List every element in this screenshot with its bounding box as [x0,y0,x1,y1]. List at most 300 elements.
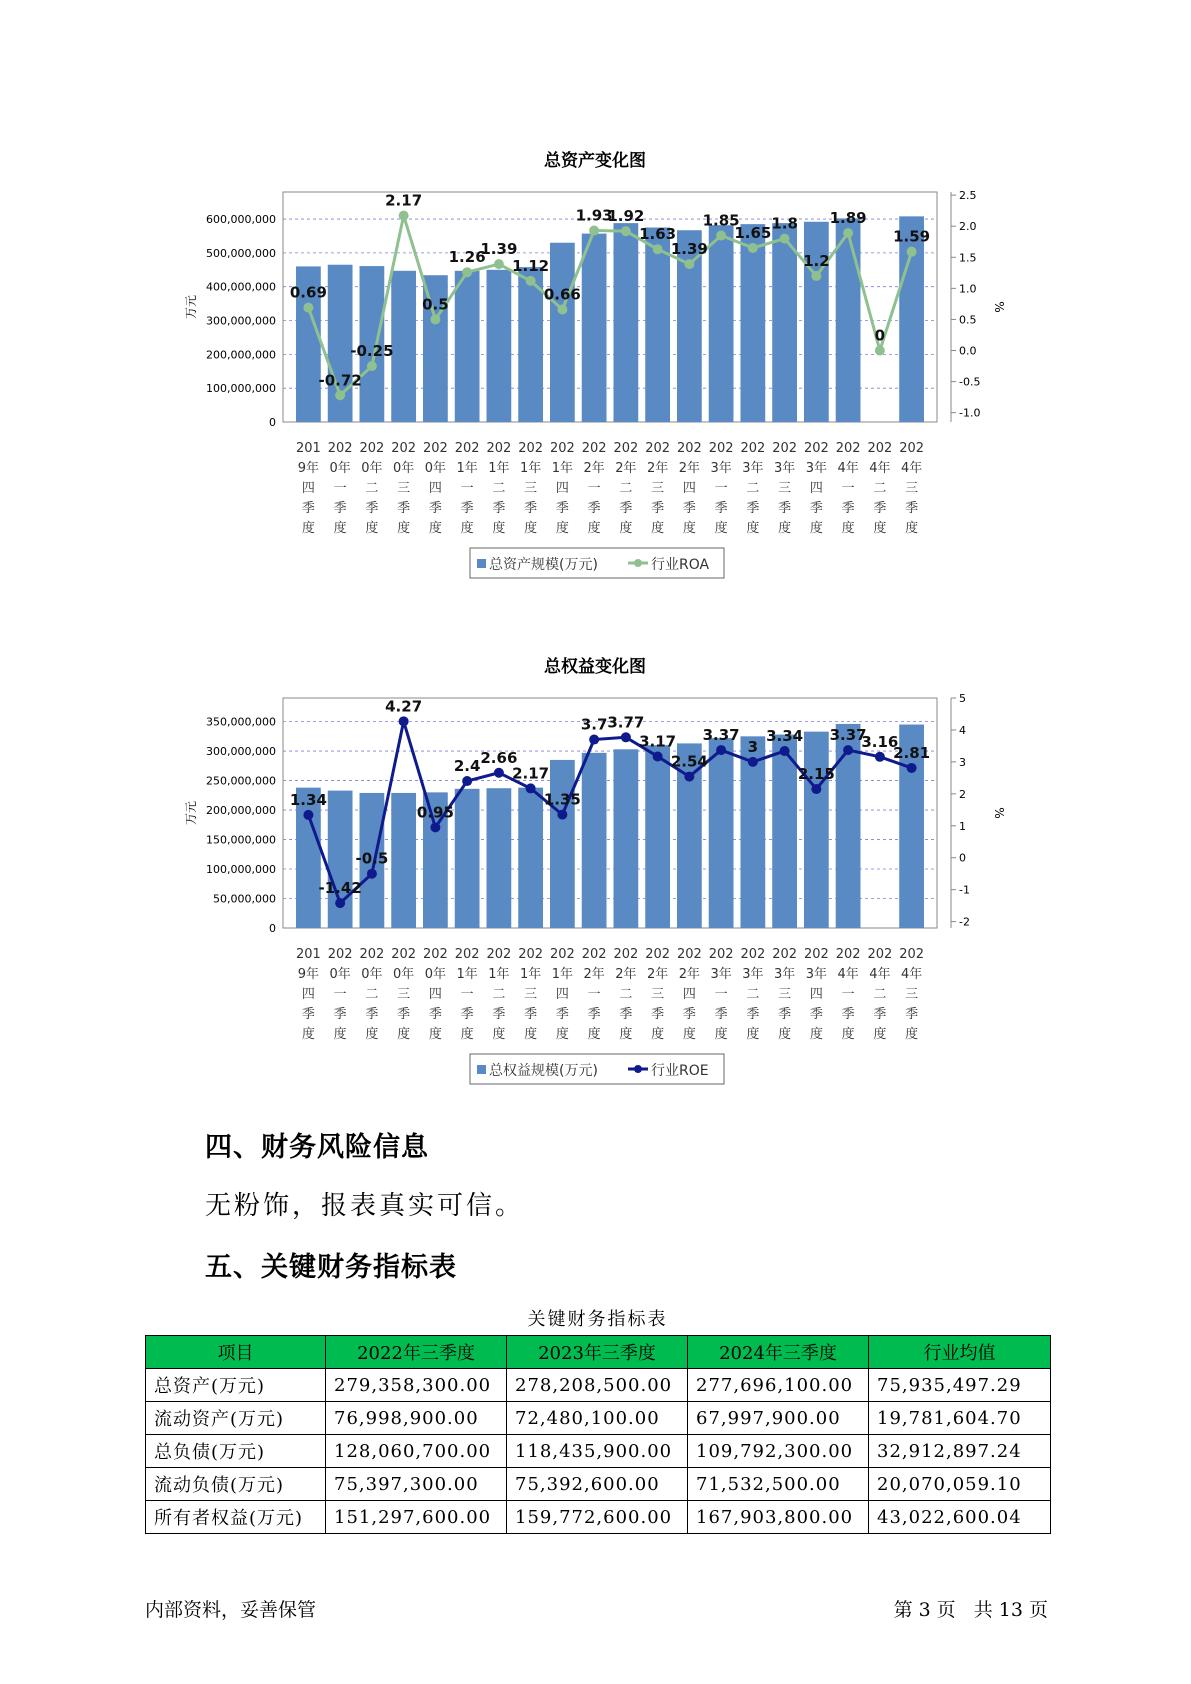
x-tick-label: 季 [778,1007,792,1022]
x-tick-label: 9年 [297,461,320,476]
x-tick-label: 季 [905,1007,919,1022]
x-tick-label: 季 [682,1007,696,1022]
x-tick-label: 度 [841,521,855,536]
x-tick-label: 一 [587,481,601,496]
x-tick-label: 度 [873,521,887,536]
x-tick-label: 4年 [900,461,923,476]
x-tick-label: 度 [778,1027,792,1042]
x-tick-label: 202 [391,441,417,456]
line-point [303,810,313,820]
x-tick-label: 度 [746,521,760,536]
x-tick-label: 202 [676,947,702,962]
table-header-row [146,1336,1051,1369]
x-tick-label: 202 [454,947,480,962]
bar [487,788,512,928]
bar [836,218,861,422]
x-tick-label: 202 [391,947,417,962]
y2-tick-label: -1 [959,883,970,897]
page-current: 3 [918,1599,931,1621]
line-point [907,247,917,257]
y2-tick-label: 3 [959,755,966,769]
x-tick-label: 季 [905,501,919,516]
data-label: 3.17 [639,732,677,751]
cell: 128,060,700.00 [326,1435,507,1468]
line-point [335,898,345,908]
bar [613,749,638,928]
x-tick-label: 度 [555,1027,569,1042]
legend-swatch-bar [477,1065,486,1074]
x-tick-label: 度 [714,521,728,536]
x-tick-label: 三 [651,481,665,496]
x-tick-label: 202 [613,947,639,962]
data-label: 3.37 [829,726,867,745]
bar [804,732,829,928]
bar [550,760,575,928]
data-label: 0.66 [543,285,581,304]
x-tick-label: 202 [676,441,702,456]
x-tick-label: 202 [518,947,544,962]
bar [709,225,734,422]
bar [455,789,480,928]
table-row [146,1402,1051,1435]
x-tick-label: 季 [746,501,760,516]
x-tick-label: 2年 [646,461,669,476]
x-tick-label: 202 [867,441,893,456]
page-mid: 页 [936,1599,956,1621]
x-tick-label: 四 [428,987,442,1002]
x-tick-label: 度 [555,521,569,536]
x-tick-label: 度 [714,1027,728,1042]
x-tick-label: 202 [327,441,353,456]
x-tick-label: 季 [714,1007,728,1022]
line-point [621,226,631,236]
x-tick-label: 3年 [805,461,827,476]
x-tick-label: 度 [460,1027,474,1042]
x-tick-label: 二 [746,987,760,1002]
x-tick-label: 度 [492,521,506,536]
y-tick-label: 200,000,000 [206,348,276,362]
data-label: 1.39 [480,240,518,259]
x-tick-label: 度 [619,521,633,536]
x-tick-label: 1年 [488,461,510,476]
line-point [621,732,631,742]
x-tick-label: 季 [555,501,569,516]
x-tick-label: 2年 [583,967,605,982]
y2-tick-label: 5 [959,692,966,705]
line-point [399,211,409,221]
cell: 所有者权益(万元) [146,1501,326,1534]
data-label: 1.8 [771,214,798,233]
cell: 43,022,600.04 [869,1501,1051,1534]
x-tick-label: 0年 [424,461,447,476]
x-tick-label: 三 [651,987,665,1002]
cell: 20,070,059.10 [869,1468,1051,1501]
bar [391,793,416,928]
x-tick-label: 度 [778,521,792,536]
y-tick-label: 400,000,000 [206,280,276,294]
x-tick-label: 季 [333,1007,347,1022]
line-point [494,768,504,778]
y-tick-label: 500,000,000 [206,246,276,260]
x-tick-label: 四 [428,481,442,496]
line-point [526,783,536,793]
bar [455,271,480,422]
footer-confidential-note: 内部资料，妥善保管 [145,1599,317,1621]
line-point [494,259,504,269]
y2-tick-label: 0.0 [959,344,977,358]
y2-tick-label: -1.0 [959,406,981,420]
y2-tick-label: 1 [959,819,966,833]
line-point [684,259,694,269]
x-tick-label: 季 [619,1007,633,1022]
x-tick-label: 202 [772,441,798,456]
legend-label-line: 行业ROE [651,1063,709,1079]
data-label: 1.89 [829,209,867,228]
y-tick-label: 250,000,000 [206,774,276,788]
x-tick-label: 202 [613,441,639,456]
x-tick-label: 季 [682,501,696,516]
x-tick-label: 度 [301,521,315,536]
x-tick-label: 202 [645,441,671,456]
x-tick-label: 202 [518,441,544,456]
cell: 167,903,800.00 [688,1501,869,1534]
data-label: 2.66 [480,748,518,767]
x-tick-label: 季 [873,1007,887,1022]
x-tick-label: 四 [555,987,569,1002]
x-tick-label: 度 [587,1027,601,1042]
x-tick-label: 二 [619,987,633,1002]
data-label: 1.59 [893,227,931,246]
line-point [875,752,885,762]
total-assets-chart [0,140,1191,600]
header-2023q3: 2023年三季度 [507,1336,688,1369]
line-point [875,346,885,356]
x-tick-label: 202 [708,441,734,456]
cell: 72,480,100.00 [507,1402,688,1435]
cell: 76,998,900.00 [326,1402,507,1435]
x-tick-label: 二 [492,987,506,1002]
x-tick-label: 四 [682,481,696,496]
line-point [780,234,790,244]
x-tick-label: 季 [460,1007,474,1022]
total-assets-chart-svg [0,140,1191,600]
x-tick-label: 一 [714,987,728,1002]
x-tick-label: 度 [809,521,823,536]
line-point [811,784,821,794]
data-label: 1.35 [543,790,581,809]
chart-title: 总资产变化图 [544,151,646,171]
x-tick-label: 1年 [456,967,478,982]
x-tick-label: 4年 [900,967,923,982]
x-tick-label: 度 [365,521,379,536]
x-tick-label: 度 [651,521,665,536]
x-tick-label: 季 [587,1007,601,1022]
x-tick-label: 4年 [869,461,891,476]
y-tick-label: 600,000,000 [206,213,276,227]
kfi-section-heading: 五、关键财务指标表 [205,1252,457,1283]
x-tick-label: 202 [549,441,575,456]
x-tick-label: 202 [835,441,861,456]
line-point [557,304,567,314]
x-tick-label: 1年 [488,967,510,982]
x-tick-label: 4年 [837,461,859,476]
x-tick-label: 202 [899,947,925,962]
x-tick-label: 季 [651,1007,665,1022]
x-tick-label: 度 [397,521,411,536]
x-tick-label: 2年 [678,461,701,476]
x-tick-label: 季 [841,501,855,516]
x-tick-label: 季 [524,501,538,516]
x-tick-label: 202 [708,947,734,962]
line-point [399,716,409,726]
footer-page-number [891,1595,1051,1622]
x-tick-label: 季 [397,1007,411,1022]
total-equity-chart [0,646,1191,1106]
cell: 75,935,497.29 [869,1369,1051,1402]
x-tick-label: 一 [460,481,474,496]
page-total-prefix: 共 [973,1599,993,1621]
data-label: 1.93 [575,206,613,225]
x-tick-label: 三 [397,481,411,496]
x-tick-label: 度 [365,1027,379,1042]
x-tick-label: 202 [549,947,575,962]
y-tick-label: 50,000,000 [213,892,276,906]
legend-label-line: 行业ROA [651,557,710,573]
x-tick-label: 四 [301,481,315,496]
y2-tick-label: -0.5 [959,375,981,389]
y2-tick-label: 2.0 [959,220,977,234]
x-tick-label: 度 [428,1027,442,1042]
line-point [653,751,663,761]
data-label: 3.34 [766,727,804,746]
x-tick-label: 四 [555,481,569,496]
data-label: -0.25 [350,342,394,361]
data-label: 3 [747,737,759,756]
x-tick-label: 2年 [583,461,605,476]
x-tick-label: 三 [397,987,411,1002]
x-tick-label: 202 [803,441,829,456]
data-label: 3.7 [580,715,608,734]
x-tick-label: 四 [809,987,823,1002]
data-label: 2.17 [385,191,423,210]
x-tick-label: 度 [460,521,474,536]
y2-axis-label: % [992,807,1006,819]
x-tick-label: 度 [333,521,347,536]
x-tick-label: 202 [422,441,448,456]
x-tick-label: 季 [873,501,887,516]
x-tick-label: 2年 [615,967,637,982]
x-tick-label: 二 [873,987,887,1002]
line-point [367,361,377,371]
line-point [653,244,663,254]
y-tick-label: 300,000,000 [206,314,276,328]
y2-tick-label: 0 [959,851,966,865]
x-tick-label: 度 [428,521,442,536]
bar [550,243,575,422]
x-tick-label: 202 [803,947,829,962]
x-tick-label: 度 [682,1027,696,1042]
x-tick-label: 202 [867,947,893,962]
data-label: 2.81 [893,743,931,762]
x-tick-label: 0年 [329,967,351,982]
line-point [811,271,821,281]
x-tick-label: 度 [905,1027,919,1042]
x-tick-label: 二 [746,481,760,496]
x-tick-label: 度 [905,521,919,536]
x-tick-label: 季 [460,501,474,516]
page-prefix: 第 [893,1599,913,1621]
x-tick-label: 202 [772,947,798,962]
x-tick-label: 201 [295,441,321,456]
x-tick-label: 度 [333,1027,347,1042]
bar [518,788,543,928]
line-point [430,822,440,832]
y2-tick-label: -2 [959,915,970,929]
bar [582,234,607,422]
bar [613,223,638,422]
y-tick-label: 300,000,000 [206,745,276,759]
key-financial-table [145,1335,1051,1534]
cell: 118,435,900.00 [507,1435,688,1468]
data-label: 1.63 [639,225,677,244]
x-tick-label: 季 [301,1007,315,1022]
bar [645,745,670,928]
x-tick-label: 季 [651,501,665,516]
x-tick-label: 度 [841,1027,855,1042]
data-label: 4.27 [385,697,423,716]
bar [391,271,416,422]
cell: 277,696,100.00 [688,1369,869,1402]
line-point [367,869,377,879]
line-point [684,772,694,782]
x-tick-label: 一 [841,481,855,496]
x-tick-label: 三 [524,481,538,496]
header-2022q3: 2022年三季度 [326,1336,507,1369]
y2-tick-label: 2.5 [959,189,977,203]
cell: 流动资产(万元) [146,1402,326,1435]
x-tick-label: 3年 [742,967,764,982]
data-label: 1.85 [702,211,740,230]
x-tick-label: 三 [905,481,919,496]
x-tick-label: 0年 [361,967,383,982]
x-tick-label: 三 [778,987,792,1002]
bar [645,228,670,422]
y-tick-label: 200,000,000 [206,804,276,818]
x-tick-label: 3年 [805,967,827,982]
y2-tick-label: 2 [959,787,966,801]
y-axis-label: 万元 [184,800,198,826]
risk-text: 无粉饰，报表真实可信。 [205,1191,525,1221]
y-tick-label: 150,000,000 [206,833,276,847]
table-row [146,1435,1051,1468]
line-point [335,390,345,400]
line-point [462,776,472,786]
header-item: 项目 [146,1336,326,1369]
x-tick-label: 四 [809,481,823,496]
bar [709,738,734,928]
x-tick-label: 202 [422,947,448,962]
x-tick-label: 季 [778,501,792,516]
x-tick-label: 度 [587,521,601,536]
bar [740,224,765,422]
cell: 75,397,300.00 [326,1468,507,1501]
x-tick-label: 202 [740,441,766,456]
x-tick-label: 度 [301,1027,315,1042]
data-label: 0 [874,326,886,345]
x-tick-label: 一 [714,481,728,496]
x-tick-label: 202 [581,441,607,456]
x-tick-label: 三 [778,481,792,496]
x-tick-label: 1年 [519,461,542,476]
data-label: 2.17 [512,764,550,783]
cell: 279,358,300.00 [326,1369,507,1402]
cell: 总资产(万元) [146,1369,326,1402]
data-label: 1.34 [289,790,327,809]
line-point [907,763,917,773]
cell: 67,997,900.00 [688,1402,869,1435]
x-tick-label: 季 [428,1007,442,1022]
x-tick-label: 3年 [773,967,796,982]
x-tick-label: 202 [581,947,607,962]
x-tick-label: 二 [365,987,379,1002]
data-label: 0.95 [416,803,454,822]
x-tick-label: 一 [841,987,855,1002]
x-tick-label: 4年 [869,967,891,982]
x-tick-label: 一 [333,481,347,496]
line-point [589,226,599,236]
x-tick-label: 3年 [710,967,732,982]
x-tick-label: 一 [333,987,347,1002]
x-tick-label: 0年 [361,461,383,476]
x-tick-label: 202 [740,947,766,962]
table-row [146,1369,1051,1402]
data-label: 1.65 [734,223,772,242]
line-point [843,745,853,755]
table-row [146,1501,1051,1534]
x-tick-label: 二 [619,481,633,496]
x-tick-label: 度 [651,1027,665,1042]
x-tick-label: 季 [714,501,728,516]
header-2024q3: 2024年三季度 [688,1336,869,1369]
x-tick-label: 二 [873,481,887,496]
cell: 流动负债(万元) [146,1468,326,1501]
x-tick-label: 度 [682,521,696,536]
cell: 109,792,300.00 [688,1435,869,1468]
x-tick-label: 季 [587,501,601,516]
table-caption: 关键财务指标表 [527,1309,668,1330]
line-point [748,757,758,767]
x-tick-label: 度 [873,1027,887,1042]
data-label: 3.77 [607,713,645,732]
data-label: 2.15 [797,765,835,784]
x-tick-label: 季 [428,501,442,516]
line-point [589,735,599,745]
cell: 151,297,600.00 [326,1501,507,1534]
y-tick-label: 0 [269,416,276,429]
legend-swatch-bar [477,559,486,568]
x-tick-label: 季 [397,501,411,516]
cell: 71,532,500.00 [688,1468,869,1501]
x-tick-label: 一 [460,987,474,1002]
x-tick-label: 1年 [551,461,574,476]
x-tick-label: 季 [746,1007,760,1022]
page-suffix: 页 [1028,1599,1048,1621]
bar [487,270,512,422]
page-total: 13 [998,1599,1023,1621]
x-tick-label: 季 [809,1007,823,1022]
y-tick-label: 0 [269,922,276,935]
data-label: 1.39 [670,240,708,259]
